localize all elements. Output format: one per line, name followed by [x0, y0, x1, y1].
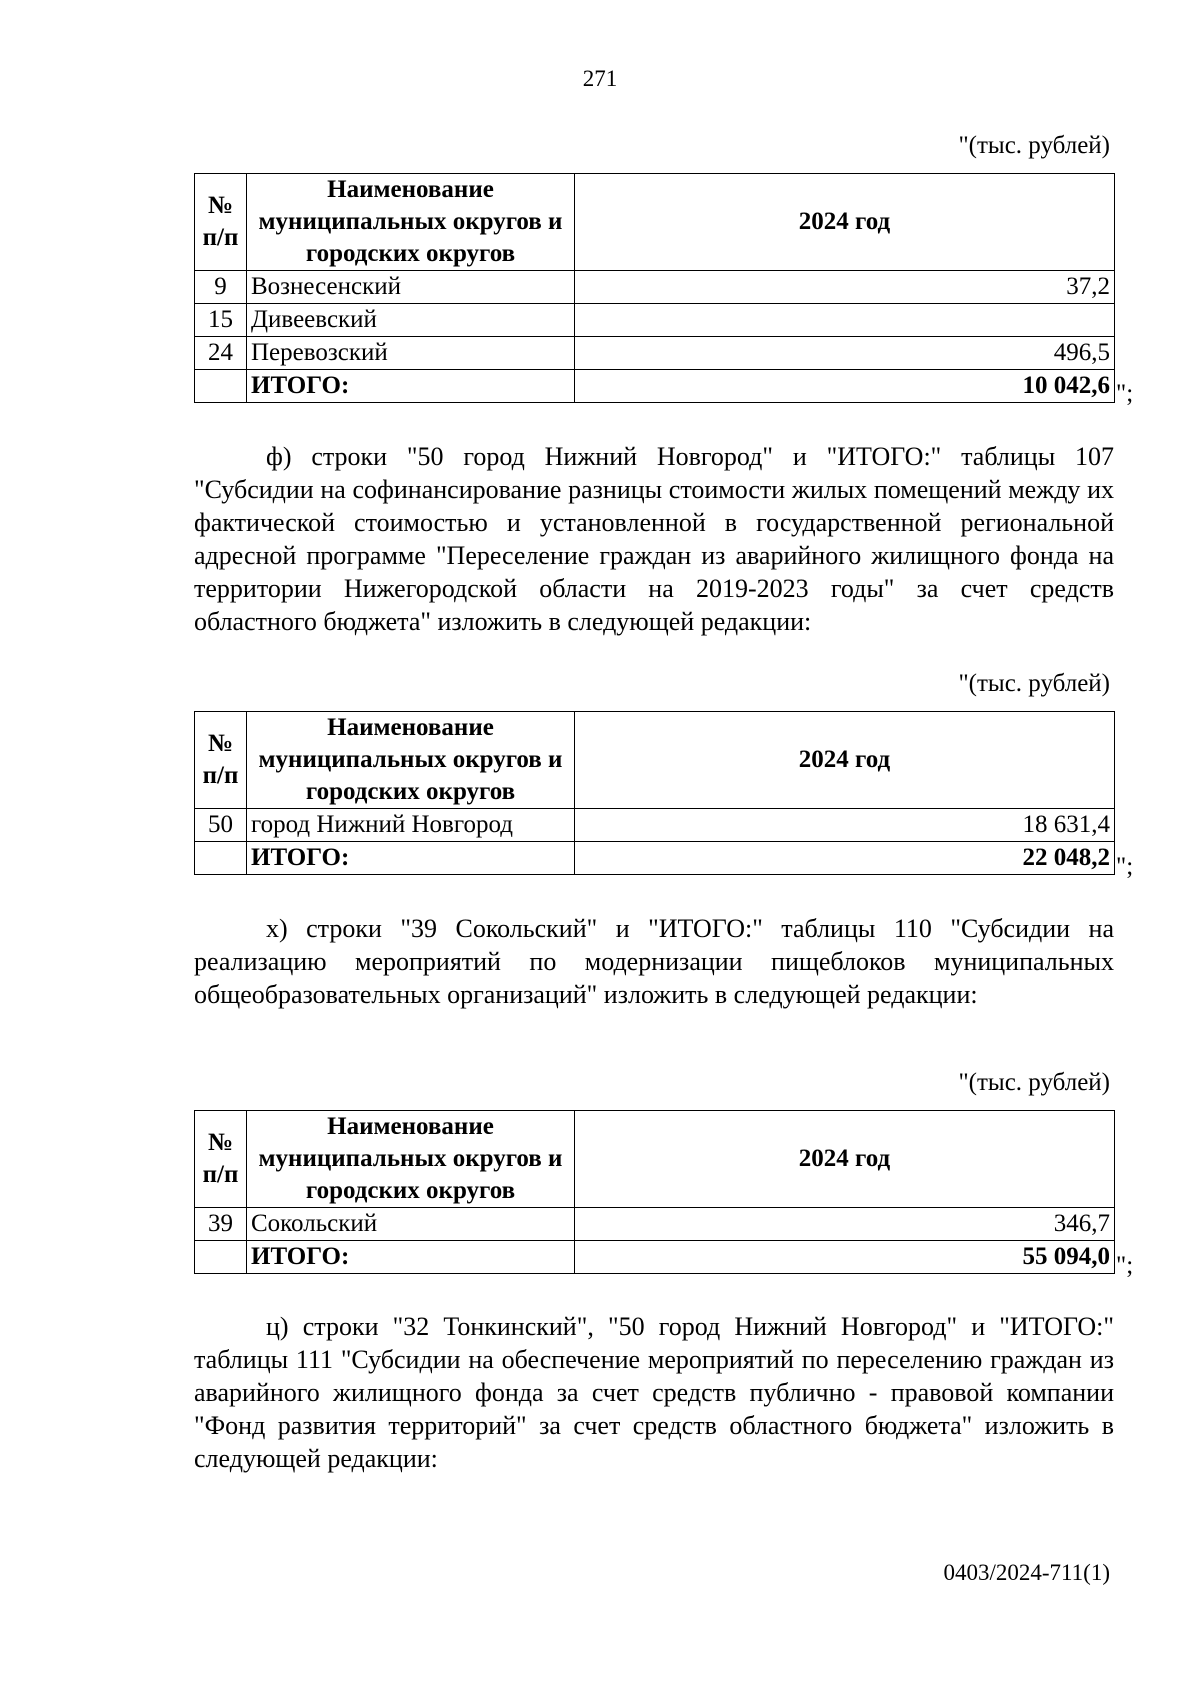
total-label: ИТОГО: — [247, 842, 575, 875]
paragraph-text: ц) строки "32 Тонкинский", "50 город Нижний Новгород" и "ИТОГО:" таблицы 111 "Субсидии на обеспечение мероприятий по переселению граждан из аварийного жилищного фонда за счет средств публично - правовой компании "Фонд развития территорий" за счет средств областного бюджета" изложить в следующей редакции: — [194, 1312, 1114, 1473]
row-name: Дивеевский — [247, 304, 575, 337]
paragraph — [194, 440, 1114, 638]
total-label: ИТОГО: — [247, 370, 575, 403]
header-name: Наименование муниципальных округов и городских округов — [247, 712, 575, 809]
document-code: 0403/2024-711(1) — [943, 1560, 1110, 1585]
table-row — [195, 304, 1115, 337]
total-label: ИТОГО: — [247, 1241, 575, 1274]
unit-label: "(тыс. рублей) — [958, 670, 1110, 697]
row-no: 9 — [195, 271, 247, 304]
page-number: 271 — [582, 66, 618, 91]
paragraph — [194, 912, 1114, 1011]
paragraph-text: ф) строки "50 город Нижний Новгород" и "ИТОГО:" таблицы 107 "Субсидии на софинансирование разницы стоимости жилых помещений между их фактической стоимостью и установленной в государственной региональной адресной программе "Переселение граждан из аварийного жилищного фонда на территории Нижегородской области на 2019-2023 годы" за счет средств областного бюджета" изложить в следующей редакции: — [194, 442, 1114, 636]
total-row — [195, 842, 1115, 875]
paragraph — [194, 1310, 1114, 1475]
end-mark: "; — [1116, 853, 1134, 880]
row-no: 39 — [195, 1208, 247, 1241]
row-name: Сокольский — [247, 1208, 575, 1241]
header-name: Наименование муниципальных округов и городских округов — [247, 1111, 575, 1208]
total-row — [195, 370, 1115, 403]
paragraph-text: х) строки "39 Сокольский" и "ИТОГО:" таблицы 110 "Субсидии на реализацию мероприятий по модернизации пищеблоков муниципальных общеобразовательных организаций" изложить в следующей редакции: — [194, 914, 1114, 1009]
header-year: 2024 год — [575, 712, 1115, 809]
header-no: № п/п — [195, 1111, 247, 1208]
row-name: город Нижний Новгород — [247, 809, 575, 842]
end-mark: "; — [1116, 1252, 1134, 1279]
row-name: Вознесенский — [247, 271, 575, 304]
end-mark: "; — [1116, 380, 1134, 407]
header-no: № п/п — [195, 712, 247, 809]
unit-label: "(тыс. рублей) — [958, 1069, 1110, 1096]
row-name: Перевозский — [247, 337, 575, 370]
row-value: 18 631,4 — [575, 809, 1115, 842]
row-value: 496,5 — [575, 337, 1115, 370]
table-row — [195, 809, 1115, 842]
total-value: 10 042,6 — [575, 370, 1115, 403]
row-value: 37,2 — [575, 271, 1115, 304]
budget-table — [194, 173, 1115, 403]
budget-table — [194, 1110, 1115, 1274]
table-row — [195, 337, 1115, 370]
row-no: 15 — [195, 304, 247, 337]
header-year: 2024 год — [575, 174, 1115, 271]
header-name: Наименование муниципальных округов и городских округов — [247, 174, 575, 271]
total-value: 22 048,2 — [575, 842, 1115, 875]
row-no: 50 — [195, 809, 247, 842]
budget-table — [194, 711, 1115, 875]
header-no: № п/п — [195, 174, 247, 271]
header-year: 2024 год — [575, 1111, 1115, 1208]
total-row — [195, 1241, 1115, 1274]
row-value — [575, 304, 1115, 337]
row-no: 24 — [195, 337, 247, 370]
table-row — [195, 1208, 1115, 1241]
total-value: 55 094,0 — [575, 1241, 1115, 1274]
unit-label: "(тыс. рублей) — [958, 132, 1110, 159]
row-value: 346,7 — [575, 1208, 1115, 1241]
table-row — [195, 271, 1115, 304]
